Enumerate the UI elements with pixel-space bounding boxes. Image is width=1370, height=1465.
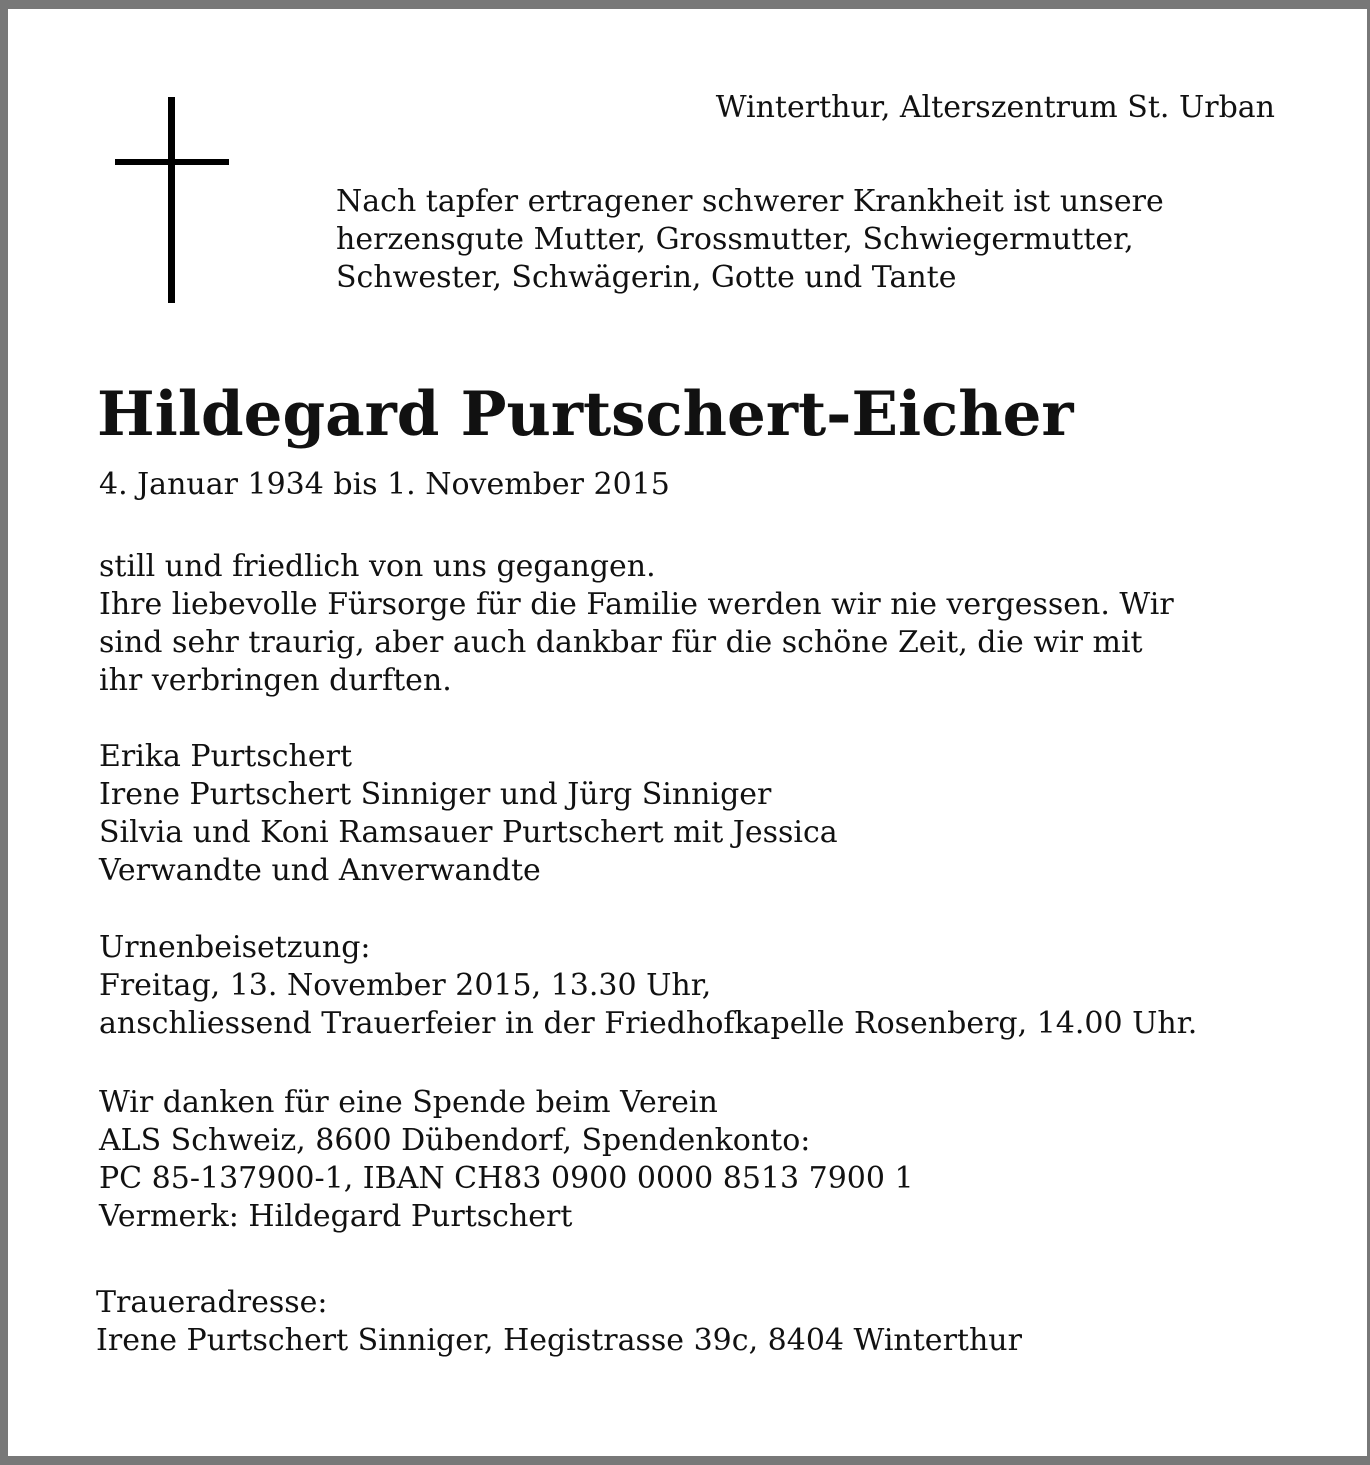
intro-line: Nach tapfer ertragener schwerer Krankheit ist unsere (336, 184, 1164, 219)
donation-line: PC 85-137900-1, IBAN CH83 0900 0000 8513 7900 1 (99, 1161, 914, 1196)
message-line: sind sehr traurig, aber auch dankbar für die schöne Zeit, die wir mit (99, 625, 1143, 660)
message-line: ihr verbringen durften. (99, 663, 452, 698)
life-dates: 4. Januar 1934 bis 1. November 2015 (99, 467, 670, 502)
donation-line: ALS Schweiz, 8600 Dübendorf, Spendenkonto: (99, 1123, 811, 1158)
funeral-line: Urnenbeisetzung: (99, 930, 371, 965)
funeral-info (99, 929, 1197, 1043)
message-line: Ihre liebevolle Fürsorge für die Familie werden wir nie vergessen. Wir (99, 587, 1174, 622)
mourners (99, 738, 838, 890)
mourner: Irene Purtschert Sinniger und Jürg Sinniger (99, 777, 772, 812)
donation-line: Wir danken für eine Spende beim Verein (99, 1085, 718, 1120)
intro-text (336, 183, 1164, 297)
donation-info (99, 1084, 914, 1236)
mourner: Erika Purtschert (99, 739, 353, 774)
intro-line: herzensgute Mutter, Grossmutter, Schwiegermutter, (336, 222, 1134, 257)
funeral-line: Freitag, 13. November 2015, 13.30 Uhr, (99, 968, 712, 1003)
address-label: Traueradresse: (96, 1285, 328, 1320)
address-line: Irene Purtschert Sinniger, Hegistrasse 39c, 8404 Winterthur (96, 1323, 1022, 1358)
mourning-address (96, 1284, 1022, 1360)
intro-line: Schwester, Schwägerin, Gotte und Tante (336, 260, 957, 295)
message (99, 548, 1174, 700)
donation-line: Vermerk: Hildegard Purtschert (99, 1199, 573, 1234)
funeral-line: anschliessend Trauerfeier in der Friedhofkapelle Rosenberg, 14.00 Uhr. (99, 1006, 1198, 1041)
location: Winterthur, Alterszentrum St. Urban (715, 90, 1275, 125)
deceased-name: Hildegard Purtschert-Eicher (97, 379, 1074, 450)
message-line: still und friedlich von uns gegangen. (99, 549, 656, 584)
mourner: Verwandte und Anverwandte (99, 853, 541, 888)
mourner: Silvia und Koni Ramsauer Purtschert mit Jessica (99, 815, 838, 850)
cross-icon-bar (115, 159, 229, 165)
cross-icon (168, 97, 175, 303)
